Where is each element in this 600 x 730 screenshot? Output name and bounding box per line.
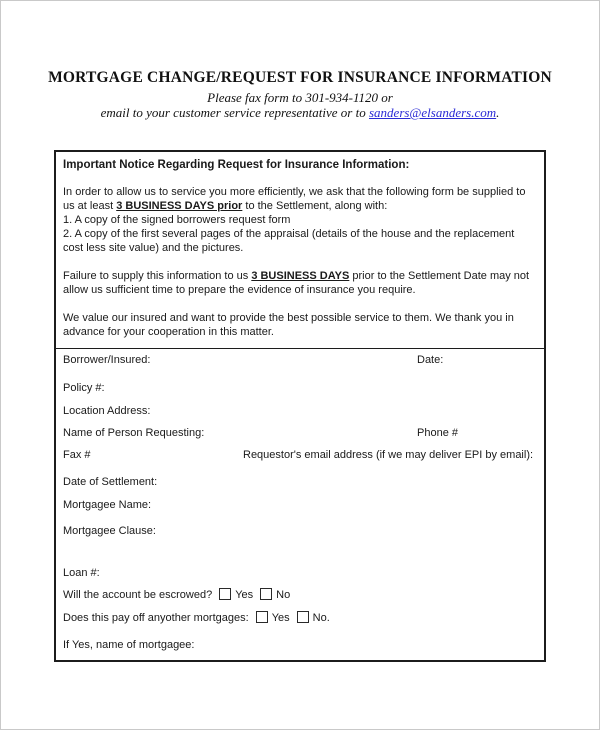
date-label: Date: [417, 354, 444, 366]
document-header [1, 1, 599, 120]
payoff-question-label: Does this pay off anyother mortgages: [63, 612, 249, 624]
notice-list-item-2: 2. A copy of the first several pages of the appraisal (details of the house and the replacement cost less site value) and the pictures. [63, 228, 515, 254]
requestor-email-label: Requestor's email address (if we may deliver EPI by email): [243, 449, 534, 461]
form-section [56, 349, 544, 660]
escrow-question-row [63, 588, 536, 603]
fax-instruction: Please fax form to 301-934-1120 or [207, 90, 393, 105]
escrow-no-checkbox[interactable] [260, 588, 272, 600]
if-yes-mortgagee-row [63, 638, 536, 652]
mortgagee-clause-row [63, 524, 536, 538]
escrow-question-label: Will the account be escrowed? [63, 589, 213, 601]
payoff-question-row [63, 611, 536, 626]
notice-p1-text-b: to the Settlement, along with: [242, 200, 388, 212]
mortgagee-name-label: Mortgagee Name: [63, 499, 152, 511]
loan-number-label: Loan #: [63, 567, 100, 579]
fax-number-label: Fax # [63, 449, 91, 461]
email-instruction-suffix: . [496, 105, 500, 120]
escrow-yes-label: Yes [235, 589, 254, 601]
loan-number-row [63, 566, 536, 580]
person-requesting-label: Name of Person Requesting: [63, 427, 205, 439]
payoff-no-checkbox[interactable] [297, 611, 309, 623]
settlement-date-label: Date of Settlement: [63, 476, 158, 488]
notice-p2-text-b: prior to the Settlement Date may not allow us sufficient time to prepare the evidence of insurance you require. [63, 270, 530, 296]
escrow-no-label: No [276, 589, 291, 601]
mortgagee-clause-label: Mortgagee Clause: [63, 525, 156, 537]
email-instruction-prefix: email to your customer service representative or to [100, 105, 369, 120]
notice-paragraph-2 [63, 269, 536, 297]
payoff-yes-label: Yes [271, 612, 290, 624]
fax-email-row [63, 448, 536, 462]
requestor-phone-row [63, 426, 536, 440]
notice-section [56, 152, 544, 349]
borrower-date-row [63, 353, 536, 367]
location-address-label: Location Address: [63, 405, 151, 417]
notice-p1-text-a: In order to allow us to service you more efficiently, we ask that the following form be supplied to us at least [63, 186, 526, 212]
policy-row [63, 381, 536, 395]
business-days-emphasis: 3 BUSINESS DAYS [251, 270, 350, 282]
email-link[interactable]: sanders@elsanders.com [368, 105, 497, 120]
notice-paragraph-3: We value our insured and want to provide the best possible service to them. We thank you in advance for your cooperation in this matter. [63, 312, 514, 338]
location-row [63, 404, 536, 418]
escrow-yes-checkbox[interactable] [219, 588, 231, 600]
notice-heading: Important Notice Regarding Request for Insurance Information: [63, 159, 410, 171]
notice-list-item-1: 1. A copy of the signed borrowers request form [63, 214, 291, 226]
business-days-prior-emphasis: 3 BUSINESS DAYS prior [116, 200, 243, 212]
email-instruction [1, 105, 599, 120]
notice-paragraph-1 [63, 185, 536, 213]
policy-number-label: Policy #: [63, 382, 105, 394]
if-yes-mortgagee-label: If Yes, name of mortgagee: [63, 639, 195, 651]
notice-p2-text-a: Failure to supply this information to us [63, 270, 252, 282]
borrower-insured-label: Borrower/Insured: [63, 354, 151, 366]
payoff-yes-checkbox[interactable] [256, 611, 268, 623]
mortgagee-name-row [63, 498, 536, 512]
payoff-no-label: No. [312, 612, 330, 624]
settlement-date-row [63, 475, 536, 489]
phone-number-label: Phone # [417, 427, 458, 439]
notice-form-box [54, 150, 546, 662]
page-title: MORTGAGE CHANGE/REQUEST FOR INSURANCE INFORMATION [48, 69, 552, 86]
